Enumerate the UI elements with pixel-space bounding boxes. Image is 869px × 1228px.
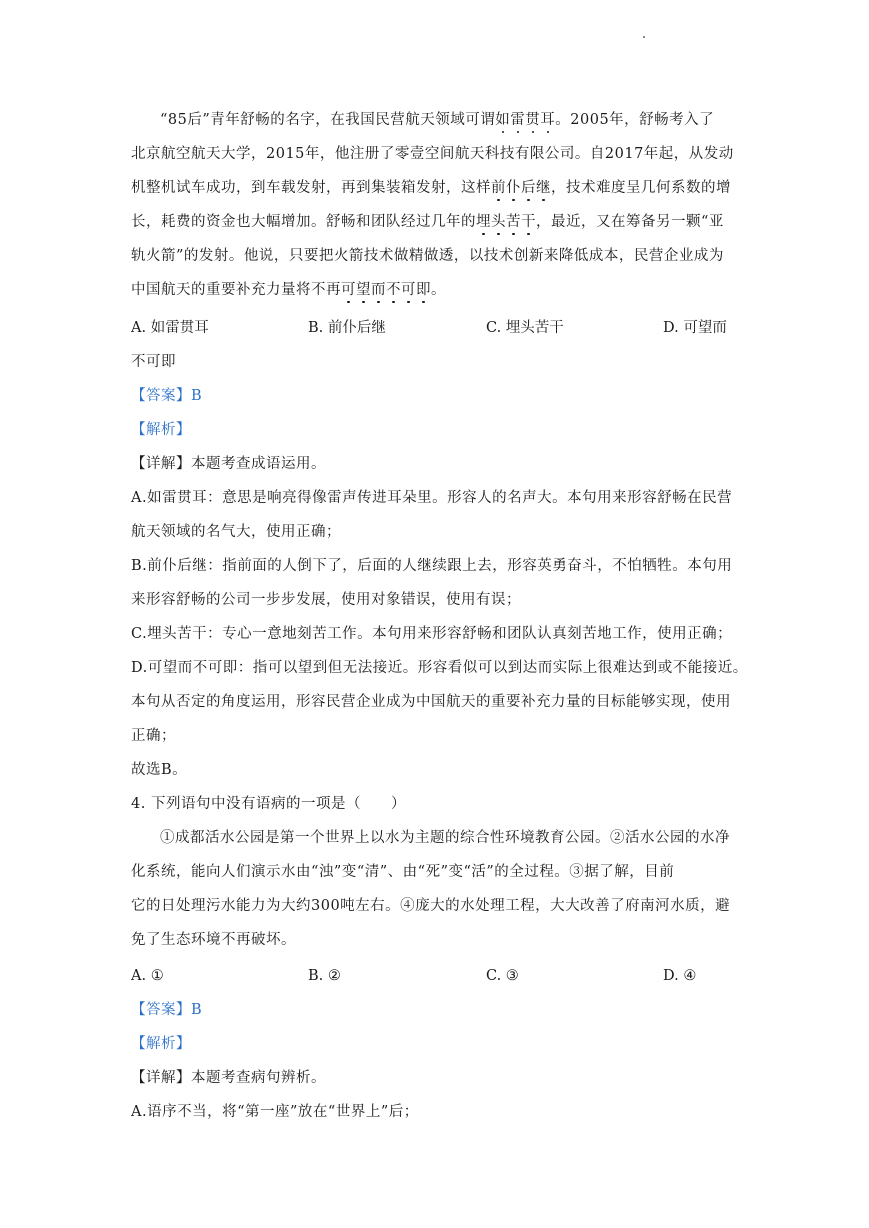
analysis-label: 【解析】 xyxy=(131,422,191,438)
passage-line: “85后”青年舒畅的名字，在我国民营航天领域可谓如雷贯耳。2005年，舒畅考入了 xyxy=(160,112,715,128)
passage-line: 轨火箭”的发射。他说，只要把火箭技术做精做透，以技术创新来降低成本，民营企业成为 xyxy=(131,248,724,264)
question-stem: 4. 下列语句中没有语病的一项是（ ） xyxy=(131,796,406,812)
explanation-line: 故选B。 xyxy=(131,762,188,778)
answer-label: 【答案】B xyxy=(131,388,203,404)
passage-line: 长，耗费的资金也大幅增加。舒畅和团队经过几年的埋头苦干，最近，又在筹备另一颗“亚 xyxy=(131,214,724,230)
q4-analysis-label: 【解析】 xyxy=(131,1036,191,1052)
q4-passage-line: 免了生态环境不再破坏。 xyxy=(131,932,296,948)
q4-detail-heading: 【详解】本题考查病句辨析。 xyxy=(131,1070,326,1086)
q4-passage-line: ①成都活水公园是第一个世界上以水为主题的综合性环境教育公园。②活水公园的水净 xyxy=(160,830,730,846)
explanation-line: 本句从否定的角度运用，形容民营企业成为中国航天的重要补充力量的目标能够实现，使用 xyxy=(131,694,731,710)
page-mark xyxy=(643,36,645,38)
explanation-line: 来形容舒畅的公司一步步发展，使用对象错误，使用有误； xyxy=(131,592,521,608)
q4-option-a: A. ① xyxy=(131,968,164,984)
q4-option-b: B. ② xyxy=(308,968,341,984)
q4-passage-line: 化系统，能向人们演示水由“浊”变“清”、由“死”变“活”的全过程。③据了解，目前 xyxy=(131,864,675,880)
option-b: B. 前仆后继 xyxy=(308,320,386,336)
explanation-line: C.埋头苦干：专心一意地刻苦工作。本句用来形容舒畅和团队认真刻苦地工作，使用正确； xyxy=(131,626,733,642)
passage-line: 北京航空航天大学，2015年，他注册了零壹空间航天科技有限公司。自2017年起，从发动 xyxy=(131,146,734,162)
q4-option-c: C. ③ xyxy=(486,968,519,984)
q4-passage-line: 它的日处理污水能力为大约300吨左右。④庞大的水处理工程，大大改善了府南河水质，避 xyxy=(131,898,731,914)
explanation-line: 正确； xyxy=(131,728,176,744)
q4-answer-label: 【答案】B xyxy=(131,1002,203,1018)
detail-heading: 【详解】本题考查成语运用。 xyxy=(131,456,326,472)
q4-explanation-line: A.语序不当，将“第一座”放在“世界上”后； xyxy=(131,1104,419,1120)
option-c: C. 埋头苦干 xyxy=(486,320,564,336)
passage-line: 机整机试车成功，到车载发射，再到集装箱发射，这样前仆后继，技术难度呈几何系数的增 xyxy=(131,180,731,196)
option-a: A. 如雷贯耳 xyxy=(131,320,209,336)
option-d: D. 可望而 xyxy=(663,320,727,336)
q4-option-d: D. ④ xyxy=(663,968,697,984)
explanation-line: B.前仆后继：指前面的人倒下了，后面的人继续跟上去，形容英勇奋斗，不怕牺牲。本句用 xyxy=(131,558,733,574)
explanation-line: D.可望而不可即：指可以望到但无法接近。形容看似可以到达而实际上很难达到或不能接近。 xyxy=(131,660,748,676)
passage-line: 中国航天的重要补充力量将不再可望而不可即。 xyxy=(131,282,446,298)
option-d-wrap: 不可即 xyxy=(131,354,176,370)
explanation-line: A.如雷贯耳：意思是响亮得像雷声传进耳朵里。形容人的名声大。本句用来形容舒畅在民营 xyxy=(131,490,733,506)
explanation-line: 航天领域的名气大，使用正确； xyxy=(131,524,341,540)
